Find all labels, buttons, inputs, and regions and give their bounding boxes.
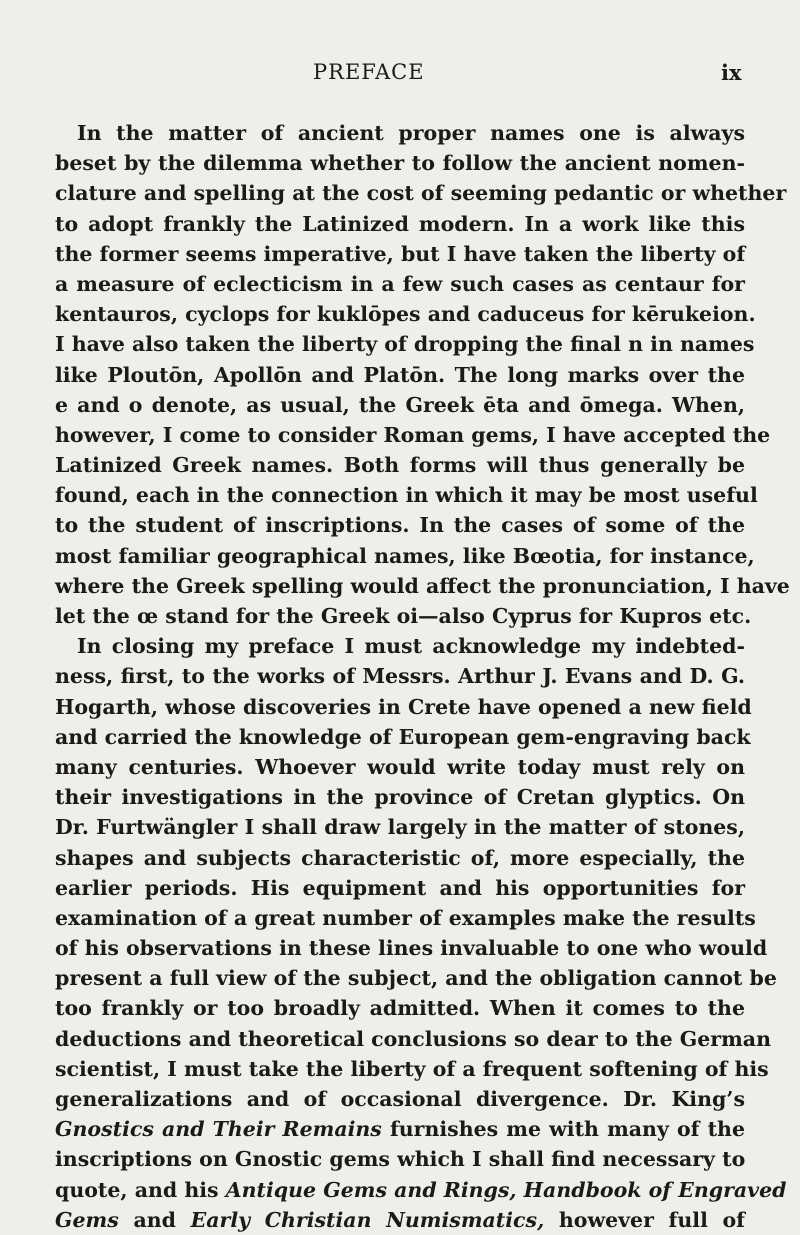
text-line bbox=[55, 812, 745, 842]
text-line bbox=[55, 480, 758, 510]
text-segment: the former seems imperative, but I have taken the liberty of bbox=[55, 241, 746, 266]
text-line bbox=[55, 933, 768, 963]
text-line bbox=[55, 420, 771, 450]
text-segment: a measure of eclecticism in a few such cases as centaur for bbox=[55, 271, 745, 296]
text-segment: scientist, I must take the liberty of a frequent softening of his bbox=[55, 1056, 769, 1081]
text-line bbox=[55, 963, 777, 993]
text-line bbox=[55, 903, 756, 933]
text-line bbox=[55, 601, 752, 631]
running-head-title: PREFACE bbox=[313, 60, 425, 84]
text-line bbox=[55, 450, 745, 480]
text-segment: however full of bbox=[544, 1207, 746, 1232]
text-segment: Hogarth, whose discoveries in Crete have opened a new field bbox=[55, 694, 752, 719]
running-head bbox=[0, 60, 800, 90]
text-line bbox=[55, 571, 790, 601]
text-segment: furnishes me with many of the bbox=[381, 1117, 745, 1142]
text-segment: many centuries. Whoever would write today must rely on bbox=[55, 754, 745, 779]
text-segment: however, I come to consider Roman gems, I have accepted the bbox=[55, 422, 771, 447]
text-line bbox=[55, 239, 745, 269]
text-segment: beset by the dilemma whether to follow the ancient nomen- bbox=[55, 151, 745, 176]
text-line bbox=[55, 329, 755, 359]
text-segment: to adopt frankly the Latinized modern. In a work like this bbox=[55, 211, 745, 236]
text-segment: Dr. Furtwängler I shall draw largely in the matter of stones, bbox=[55, 815, 745, 840]
text-segment: deductions and theoretical conclusions so dear to the German bbox=[55, 1026, 771, 1051]
text-line bbox=[55, 1205, 745, 1235]
italic-title-text: Antique Gems and Rings, Handbook of Engraved bbox=[225, 1177, 787, 1202]
text-line bbox=[55, 782, 745, 812]
text-segment: too frankly or too broadly admitted. When it comes to the bbox=[55, 996, 745, 1021]
text-segment: shapes and subjects characteristic of, more especially, the bbox=[55, 845, 745, 870]
text-line bbox=[55, 993, 745, 1023]
text-segment: In closing my preface I must acknowledge my indebted- bbox=[77, 634, 745, 659]
text-segment: found, each in the connection in which it may be most useful bbox=[55, 483, 758, 508]
text-segment: let the œ stand for the Greek oi—also Cyprus for Kupros etc. bbox=[55, 604, 752, 628]
text-segment: their investigations in the province of Cretan glyptics. On bbox=[55, 785, 745, 810]
text-line bbox=[55, 631, 745, 661]
italic-title-text: Gnostics and Their Remains bbox=[55, 1117, 382, 1142]
text-line bbox=[55, 1054, 769, 1084]
text-line bbox=[55, 360, 745, 390]
text-segment: ness, first, to the works of Messrs. Arthur J. Evans and D. G. bbox=[55, 664, 745, 689]
text-segment: generalizations and of occasional divergence. Dr. King’s bbox=[55, 1087, 745, 1111]
text-line bbox=[55, 269, 745, 299]
text-segment: present a full view of the subject, and the obligation cannot be bbox=[55, 966, 777, 991]
text-segment: where the Greek spelling would affect the pronunciation, I have bbox=[55, 573, 790, 598]
text-segment: I have also taken the liberty of dropping the final n in names bbox=[55, 332, 755, 357]
italic-title-text: Gems bbox=[55, 1207, 119, 1232]
text-line bbox=[55, 541, 755, 571]
text-line bbox=[55, 148, 745, 178]
text-line bbox=[55, 1084, 745, 1114]
italic-title-text: Early Christian Numismatics, bbox=[190, 1207, 545, 1232]
text-segment: like Ploutōn, Apollōn and Platōn. The long marks over the bbox=[55, 362, 745, 387]
preface-text-body bbox=[55, 118, 790, 1235]
text-line bbox=[55, 1024, 771, 1054]
text-segment: In the matter of ancient proper names one is always bbox=[77, 121, 745, 145]
text-line bbox=[55, 661, 745, 691]
text-segment: examination of a great number of examples make the results bbox=[55, 905, 756, 930]
text-line bbox=[55, 1175, 787, 1205]
text-line bbox=[55, 510, 745, 540]
text-segment: quote, and his bbox=[55, 1177, 226, 1202]
text-line bbox=[55, 209, 745, 239]
text-line bbox=[55, 722, 751, 752]
text-line bbox=[55, 390, 745, 420]
text-segment: and carried the knowledge of European gem-engraving back bbox=[55, 724, 751, 749]
text-line bbox=[55, 118, 745, 148]
page-number: ix bbox=[721, 60, 742, 85]
text-segment: kentauros, cyclops for kuklōpes and caduceus for kērukeion. bbox=[55, 302, 756, 327]
text-segment: to the student of inscriptions. In the cases of some of the bbox=[55, 513, 745, 538]
text-segment: earlier periods. His equipment and his opportunities for bbox=[55, 875, 745, 900]
text-segment: Latinized Greek names. Both forms will thus generally be bbox=[55, 453, 745, 478]
text-line bbox=[55, 178, 787, 208]
text-line bbox=[55, 843, 745, 873]
text-segment: inscriptions on Gnostic gems which I shall find necessary to bbox=[55, 1147, 746, 1172]
text-line bbox=[55, 752, 745, 782]
text-line bbox=[55, 1144, 745, 1174]
text-line bbox=[55, 692, 752, 722]
text-segment: most familiar geographical names, like Bœotia, for instance, bbox=[55, 543, 755, 568]
text-segment: e and o denote, as usual, the Greek ēta and ōmega. When, bbox=[55, 392, 745, 417]
text-segment: and bbox=[118, 1207, 191, 1232]
text-segment: clature and spelling at the cost of seeming pedantic or whether bbox=[55, 181, 787, 206]
text-line bbox=[55, 1114, 745, 1144]
text-line bbox=[55, 299, 756, 329]
text-segment: of his observations in these lines invaluable to one who would bbox=[55, 936, 768, 961]
text-line bbox=[55, 873, 745, 903]
